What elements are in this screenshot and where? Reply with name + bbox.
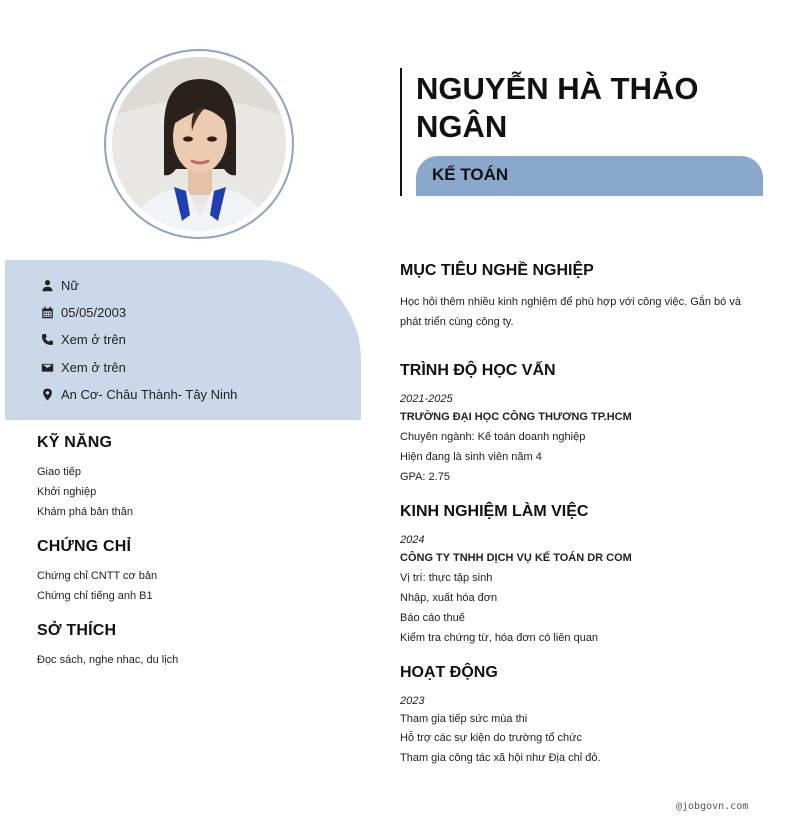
- phone-icon: [40, 332, 54, 346]
- education-school: TRƯỜNG ĐẠI HỌC CÔNG THƯƠNG TP.HCM: [400, 411, 632, 423]
- activities-period: 2023: [400, 695, 425, 707]
- education-line: Hiện đang là sinh viên năm 4: [400, 451, 542, 463]
- contact-phone: [40, 329, 126, 349]
- skill-item: Khởi nghiệp: [37, 486, 97, 498]
- activity-line: Tham gia tiếp sức mùa thi: [400, 713, 528, 725]
- certificate-item: Chứng chỉ CNTT cơ bản: [37, 570, 158, 582]
- phone-text: Xem ở trên: [61, 331, 126, 347]
- objective-text: Học hỏi thêm nhiều kinh nghiệm để phù hợp với công việc. Gắn bó và phát triển cùng công ty.: [400, 296, 741, 328]
- experience-line: Kiểm tra chứng từ, hóa đơn có liên quan: [400, 632, 599, 644]
- experience-line: Nhập, xuất hóa đơn: [400, 592, 498, 604]
- avatar-portrait: [112, 57, 286, 231]
- footer-watermark: @jobgovn.com: [676, 801, 749, 812]
- envelope-icon: [40, 360, 54, 374]
- experience-line: Vị trí: thực tập sinh: [400, 572, 493, 584]
- objective-title: MỤC TIÊU NGHỀ NGHIỆP: [400, 262, 594, 279]
- name-accent-bar: [400, 68, 402, 196]
- avatar: [112, 57, 286, 231]
- calendar-icon: [40, 305, 54, 319]
- job-title: KẾ TOÁN: [432, 165, 509, 184]
- certificate-item: Chứng chỉ tiếng anh B1: [37, 590, 153, 602]
- education-line: Chuyên ngành: Kế toán doanh nghiệp: [400, 431, 586, 443]
- contact-birthdate: [40, 302, 126, 322]
- education-line: GPA: 2.75: [400, 471, 450, 483]
- email-text: Xem ở trên: [61, 359, 126, 375]
- contact-email: [40, 357, 126, 377]
- experience-title: KINH NGHIỆM LÀM VIỆC: [400, 503, 589, 520]
- education-title: TRÌNH ĐỘ HỌC VẤN: [400, 362, 556, 379]
- activity-line: Hỗ trợ các sự kiện do trường tổ chức: [400, 732, 583, 744]
- activities-title: HOẠT ĐỘNG: [400, 664, 498, 681]
- contact-address: [40, 384, 237, 404]
- skills-title: KỸ NĂNG: [37, 434, 113, 451]
- person-icon: [40, 278, 54, 292]
- location-pin-icon: [40, 387, 54, 401]
- full-name: NGUYỄN HÀ THẢO NGÂN: [416, 71, 699, 144]
- experience-period: 2024: [400, 534, 425, 546]
- hobbies-title: SỞ THÍCH: [37, 622, 117, 639]
- contact-gender: [40, 275, 79, 295]
- gender-text: Nữ: [61, 277, 80, 293]
- hobbies-text: Đọc sách, nghe nhac, du lịch: [37, 654, 179, 666]
- skill-item: Khám phá bản thân: [37, 506, 134, 518]
- address-text: An Cơ- Châu Thành- Tây Ninh: [61, 386, 238, 402]
- education-period: 2021-2025: [400, 393, 453, 405]
- activity-line: Tham gia công tác xã hội như Địa chỉ đỏ.: [400, 752, 601, 764]
- birthdate-text: 05/05/2003: [61, 304, 127, 320]
- certificates-title: CHỨNG CHỈ: [37, 538, 132, 555]
- skill-item: Giao tiếp: [37, 466, 82, 478]
- experience-line: Báo cáo thuế: [400, 612, 465, 624]
- experience-company: CÔNG TY TNHH DỊCH VỤ KẾ TOÁN DR COM: [400, 552, 632, 564]
